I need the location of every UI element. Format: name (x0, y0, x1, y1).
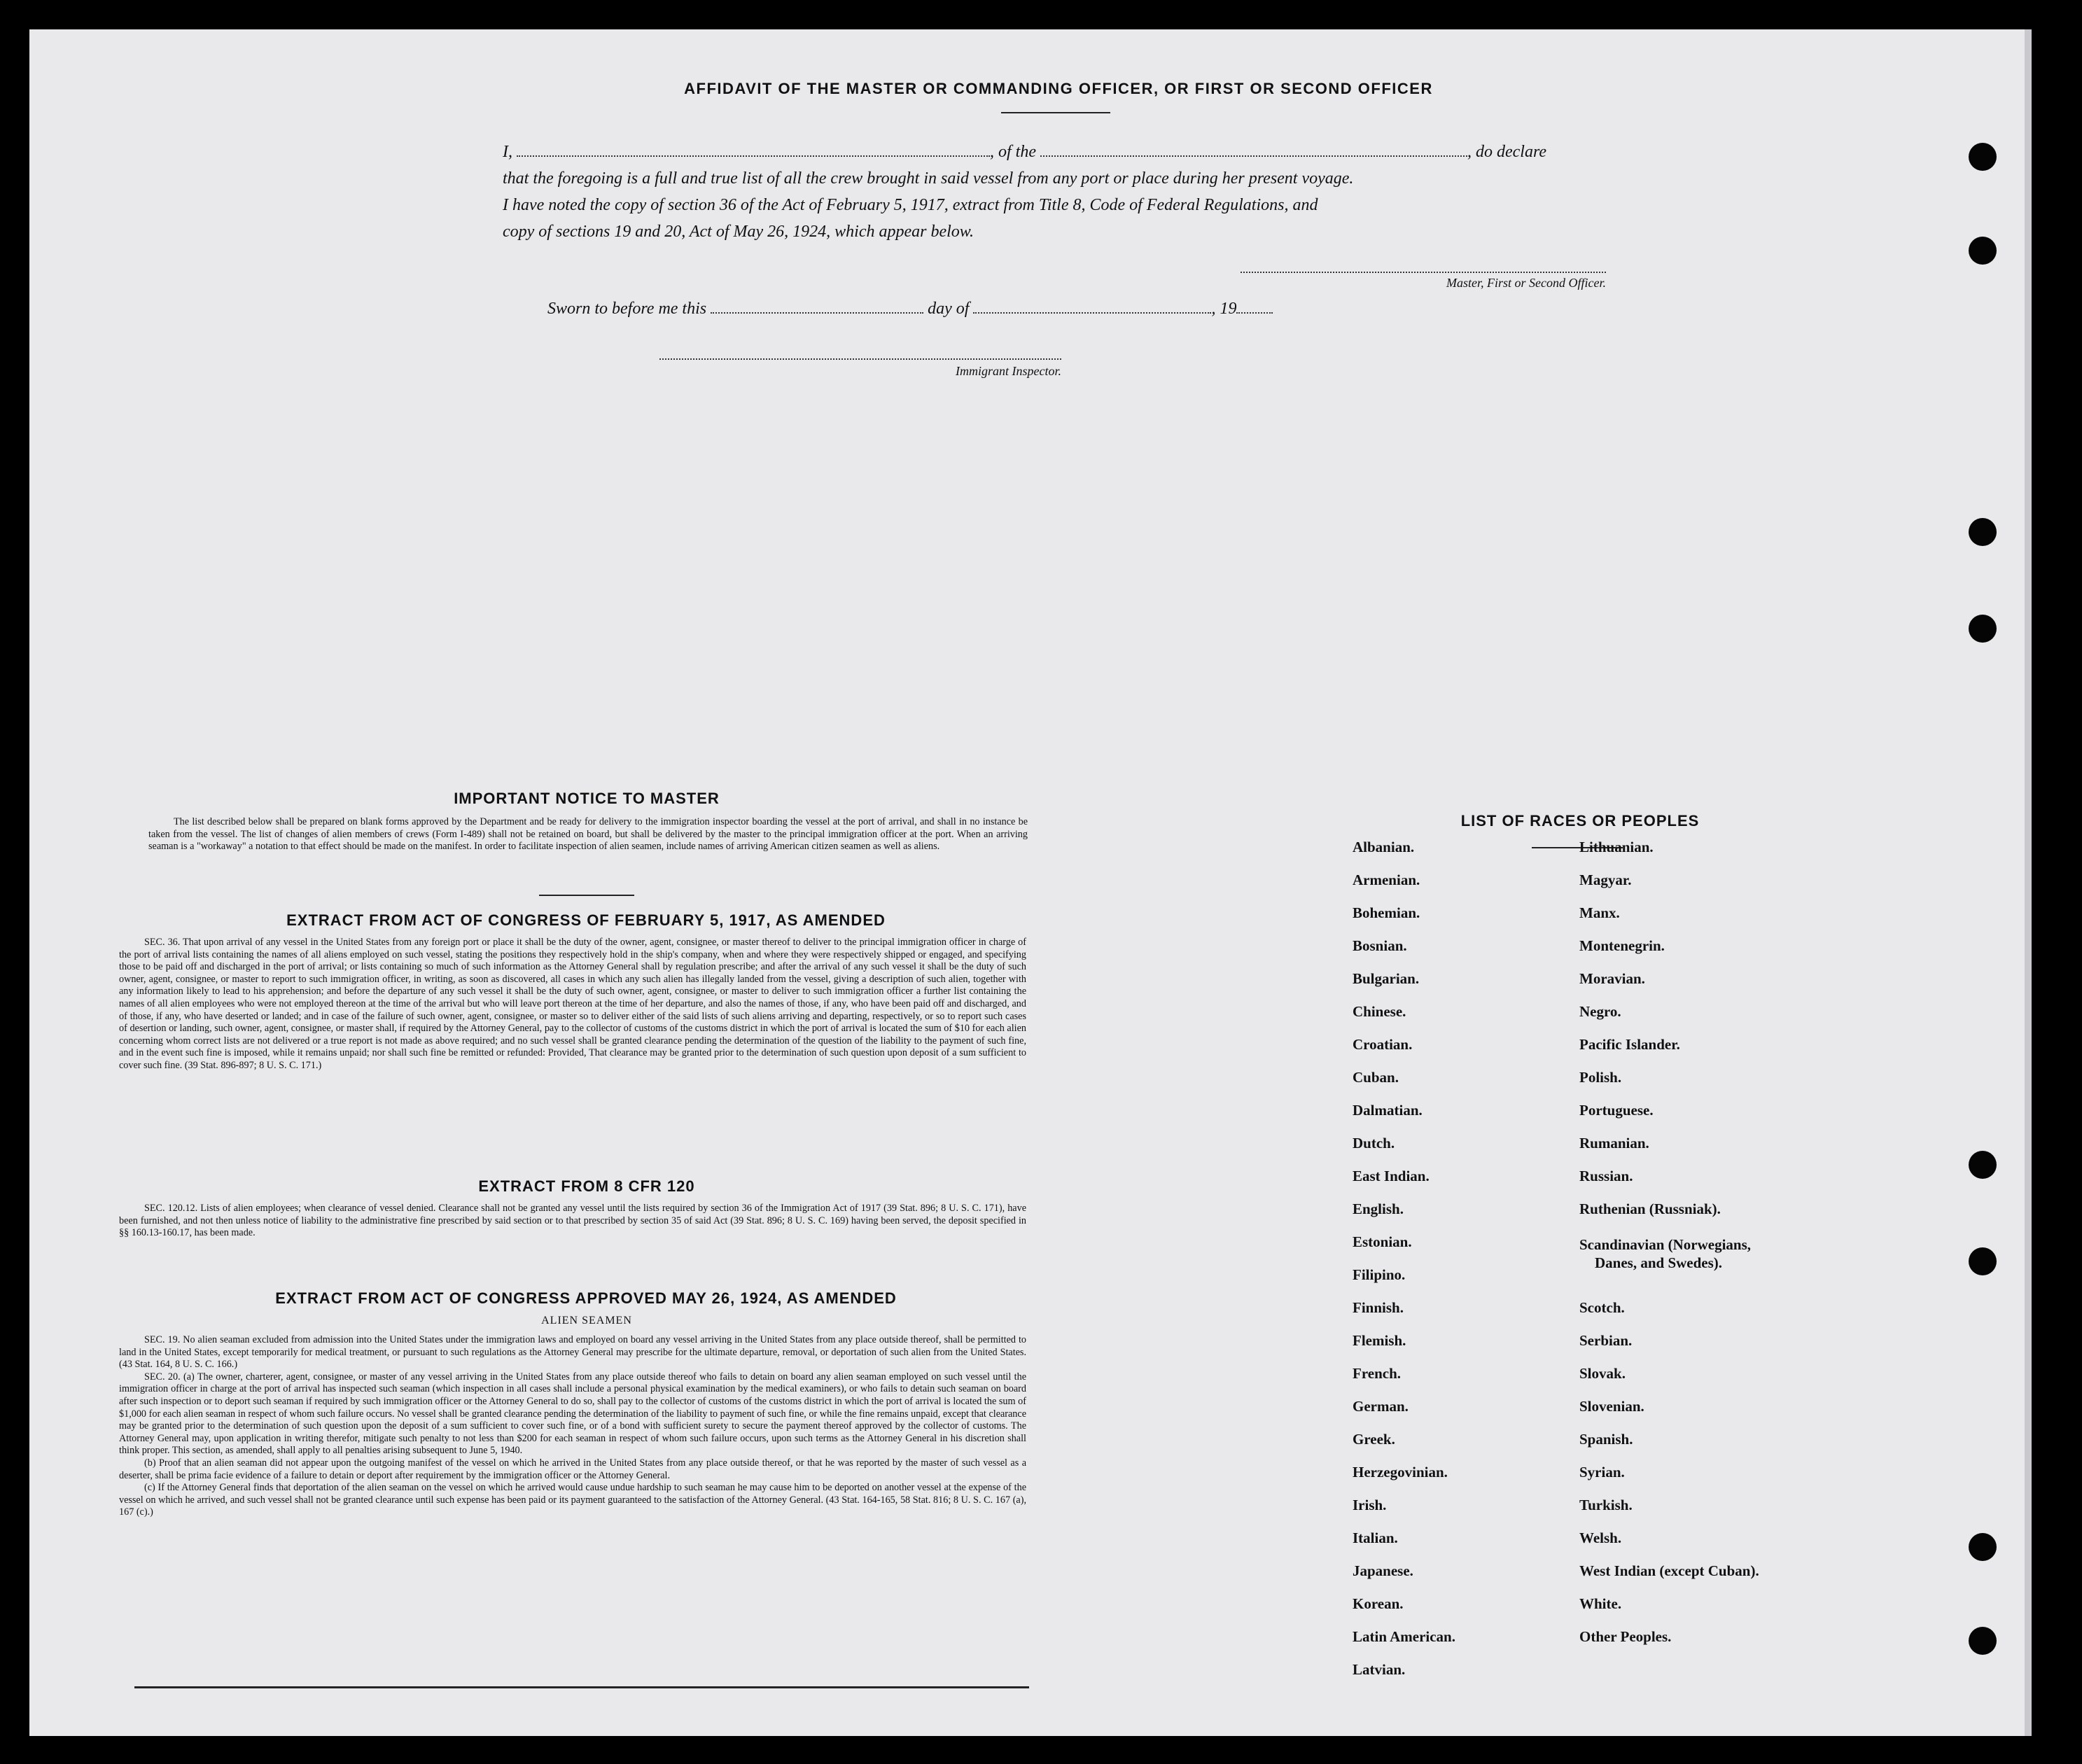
race-item: Finnish. (1353, 1299, 1404, 1316)
race-item: Scandinavian (Norwegians, (1579, 1236, 1752, 1253)
section-19-paragraph: SEC. 19. No alien seaman excluded from admission into the United States under the immigration laws and employed on board any vessel arriving in the United States from any place outside thereof, shall be permitted to land in the United States, except temporarily for medical treatment, or pursuant to such regulations as the Attorney General may prescribe for the ultimate departure, removal, or deportation of such alien from the United States. (43 Stat. 164, 8 U. S. C. 166.) (119, 1334, 1026, 1371)
master-signature-caption: Master, First or Second Officer. (1446, 276, 1606, 290)
race-item: Irish. (1353, 1497, 1387, 1513)
race-item: Korean. (1353, 1595, 1404, 1612)
year-label: , 19 (1211, 300, 1237, 318)
punch-hole-icon (1969, 1627, 1997, 1655)
race-item: Magyar. (1579, 872, 1632, 888)
bottom-rule (134, 1686, 1029, 1688)
race-item: Filipino. (1353, 1266, 1406, 1283)
punch-hole-icon (1969, 143, 1997, 171)
extract-cfr-text (119, 1203, 1026, 1240)
race-item: Flemish. (1353, 1332, 1406, 1349)
declaration-line-4: copy of sections 19 and 20, Act of May 26, 1924, which appear below. (503, 223, 974, 241)
section-120-12-paragraph: SEC. 120.12. Lists of alien employees; when clearance of vessel denied. Clearance shall not be granted any vessel until the lists required by section 36 of the Immigration Act of 1917 (39 Stat. 896; 8 U. S. C. 171), have been furnished, and not then unless notice of liability to the administrative fine prescribed by said section or to that prescribed by section 35 of said Act (39 Stat. 896; 8 U. S. C. 169) having been served, the deposit specified in §§ 160.13-160.17, has been made. (119, 1203, 1026, 1239)
declarant-label: I, (503, 143, 512, 161)
section-20b-paragraph: (b) Proof that an alien seaman did not appear upon the outgoing manifest of the vessel on which he arrived in the United States from any place outside thereof, or that he was reported by the master of such vessel as a deserter, shall be prima facie evidence of a failure to detain or deport after requirement by the immigration officer or the Attorney General. (119, 1457, 1026, 1481)
race-item: Herzegovinian. (1353, 1464, 1448, 1480)
race-item: Dalmatian. (1353, 1102, 1423, 1119)
race-item: White. (1579, 1595, 1622, 1612)
affidavit-title: AFFIDAVIT OF THE MASTER OR COMMANDING OFFICER, OR FIRST OR SECOND OFFICER (684, 80, 1433, 97)
race-item: Syrian. (1579, 1464, 1625, 1480)
race-item: Italian. (1353, 1530, 1398, 1546)
extract-1917-text (119, 937, 1026, 1072)
race-item: Welsh. (1579, 1530, 1622, 1546)
race-item: Turkish. (1579, 1497, 1633, 1513)
race-item: Dutch. (1353, 1135, 1395, 1152)
race-item: Montenegrin. (1579, 937, 1665, 954)
race-item: Pacific Islander. (1579, 1036, 1680, 1053)
sworn-year-field[interactable] (1236, 308, 1273, 314)
race-item: Japanese. (1353, 1562, 1413, 1579)
title-divider (1001, 112, 1110, 113)
race-item: Greek. (1353, 1431, 1395, 1448)
declaration-line-2: that the foregoing is a full and true list of all the crew brought in said vessel from any port or place during her present voyage. (503, 169, 1354, 188)
race-item: Serbian. (1579, 1332, 1633, 1349)
punch-hole-icon (1969, 518, 1997, 546)
race-item: Russian. (1579, 1168, 1633, 1184)
declaration-line-3: I have noted the copy of section 36 of the Act of February 5, 1917, extract from Title 8, Code of Federal Regulations, and (503, 196, 1318, 214)
punch-hole-icon (1969, 1533, 1997, 1561)
extract-1924-title: EXTRACT FROM ACT OF CONGRESS APPROVED MAY 26, 1924, AS AMENDED (275, 1289, 897, 1307)
race-item: Rumanian. (1579, 1135, 1649, 1152)
race-item: Latin American. (1353, 1628, 1455, 1645)
punch-hole-icon (1969, 1247, 1997, 1275)
race-item: English. (1353, 1200, 1404, 1217)
of-the-label: , of the (990, 143, 1036, 161)
declaration-line-1 (503, 139, 1644, 165)
extract-1924-text (119, 1334, 1026, 1519)
section-20c-paragraph: (c) If the Attorney General finds that deportation of the alien seaman on the vessel on which he arrived would cause undue hardship to such seaman he may cause him to be deported on another vessel at the expense of the vessel on which he arrived, and such vessel shall not be granted clearance until such expense has been paid or its payment guaranteed to the satisfaction of the Attorney General. (43 Stat. 164-165, 58 Stat. 816; 8 U. S. C. 167 (a), 167 (c).) (119, 1482, 1026, 1518)
race-item: Scotch. (1579, 1299, 1625, 1316)
race-item: Armenian. (1353, 872, 1420, 888)
sworn-day-field[interactable] (711, 308, 923, 314)
extract-cfr-title: EXTRACT FROM 8 CFR 120 (478, 1177, 695, 1195)
page-edge-shadow (2025, 29, 2032, 1736)
punch-hole-icon (1969, 615, 1997, 643)
affidavit-declaration (503, 139, 1644, 245)
race-item: Latvian. (1353, 1661, 1406, 1678)
race-item: Bohemian. (1353, 904, 1420, 921)
alien-seamen-subtitle: ALIEN SEAMEN (541, 1315, 632, 1326)
race-item: Manx. (1579, 904, 1620, 921)
notice-title: IMPORTANT NOTICE TO MASTER (454, 790, 720, 807)
race-item: Slovenian. (1579, 1398, 1644, 1415)
punch-hole-icon (1969, 1151, 1997, 1179)
notice-text (148, 816, 1028, 853)
race-item: Polish. (1579, 1069, 1622, 1086)
race-item: Bulgarian. (1353, 970, 1420, 987)
races-title: LIST OF RACES OR PEOPLES (1460, 812, 1700, 830)
race-item: Portuguese. (1579, 1102, 1654, 1119)
race-item-continued: Danes, and Swedes). (1595, 1254, 1723, 1271)
race-item: Slovak. (1579, 1365, 1626, 1382)
race-item: French. (1353, 1365, 1402, 1382)
section-20a-paragraph: SEC. 20. (a) The owner, charterer, agent, consignee, or master of any vessel arriving in the United States from any place outside thereof who fails to detain on board any alien seaman employed on such vessel until the immigration officer in charge at the port of arrival has inspected such seaman (which inspection in all cases shall include a personal physical examination by the medical examiners), or who fails to detain such seaman on board after such inspection or to deport such seaman if required by such immigration officer or the Attorney General to do so, shall pay to the collector of customs of the customs district in which the port of arrival is located the sum of $1,000 for each alien seaman in respect of whom such failure occurs. No vessel shall be granted clearance pending the determination of the liability to payment of such fine, or while the fine remains unpaid, except that clearance may be granted prior to the determination of such question upon the deposit of a sum sufficient to cover such fine, or of a bond with sufficient surety to secure the payment thereof approved by the collector of customs. The Attorney General may, upon application in writing therefor, mitigate such penalty to not less than $200 for each seaman in respect of whom such failure occurs, upon such terms as the Attorney General in his discretion shall think proper. This section, as amended, shall apply to all penalties arising subsequent to June 5, 1940. (119, 1371, 1026, 1457)
race-item: Bosnian. (1353, 937, 1407, 954)
race-item: Chinese. (1353, 1003, 1406, 1020)
sworn-month-field[interactable] (973, 308, 1211, 314)
inspector-signature-caption: Immigrant Inspector. (956, 364, 1061, 378)
race-item: German. (1353, 1398, 1409, 1415)
section-36-paragraph: SEC. 36. That upon arrival of any vessel in the United States from any foreign port or place it shall be the duty of the owner, agent, consignee, or master thereof to deliver to the principal immigration officer in charge of the port of arrival lists containing the names of all aliens employed on such vessel, stating the positions they respectively hold in the ship's company, when and where they were respectively shipped or engaged, and specifying those to be paid off and discharged in the port of arrival; or lists containing so much of such information as the Attorney General shall by regulation prescribe; and after the arrival of any such vessel it shall be the duty of such owner, agent, consignee, or master to report to such immigration officer, in writing, as soon as discovered, all cases in which any such alien has illegally landed from the vessel, giving a description of such alien, together with any information likely to lead to his apprehension; and before the departure of any such vessel it shall be the duty of such owner, agent, consignee, or master to deliver to such immigration officer a further list containing the names of all alien employees who were not employed thereon at the time of the arrival but who will leave port thereon at the time of her departure, and also the names of those, if any, who have been paid off and discharged, and of those, if any, who have deserted or landed; and in case of the failure of such owner, agent, consignee, or master so to deliver either of the said lists of such aliens arriving and departing, respectively, or so to report such cases of desertion or landing, such owner, agent, consignee, or master shall, if required by the Attorney General, pay to the collector of customs of the customs district in which the port of arrival is located the sum of $10 for each alien concerning whom correct lists are not delivered or a true report is not made as above required; and no such vessel shall be granted clearance pending the determination of the question of the liability to the payment of such fine, and in the event such fine is imposed, while it remains unpaid; nor shall such fine be remitted or refunded: Provided, That clearance may be granted prior to the determination of such question upon deposit of a sum sufficient to cover such fine. (39 Stat. 896-897; 8 U. S. C. 171.) (119, 937, 1026, 1071)
race-item: West Indian (except Cuban). (1579, 1562, 1759, 1579)
master-signature-line[interactable] (1241, 272, 1606, 273)
race-item: Croatian. (1353, 1036, 1413, 1053)
notice-paragraph: The list described below shall be prepared on blank forms approved by the Department and be ready for delivery to the immigration inspector boarding the vessel at the port of arrival, and shall in no instance be taken from the vessel. The list of changes of alien members of crews (Form I-489) shall not be retained on board, but shall be delivered by the master to the principal immigration officer at the port. When an arriving seaman is a "workaway" a notation to that effect should be made on the manifest. In order to facilitate inspection of alien seamen, include names of arriving American citizen seamen as well as aliens. (148, 816, 1028, 853)
inspector-signature-line[interactable] (659, 358, 1061, 360)
race-item: Negro. (1579, 1003, 1621, 1020)
punch-hole-icon (1969, 237, 1997, 265)
extract-1917-title: EXTRACT FROM ACT OF CONGRESS OF FEBRUARY 5, 1917, AS AMENDED (286, 911, 886, 929)
race-item: East Indian. (1353, 1168, 1430, 1184)
document-sheet (29, 29, 2032, 1736)
sworn-label: Sworn to before me this (547, 300, 707, 318)
vessel-name-field[interactable] (1040, 151, 1467, 157)
race-item: Ruthenian (Russniak). (1579, 1200, 1721, 1217)
declarant-name-field[interactable] (517, 151, 990, 157)
race-item: Lithuanian. (1579, 839, 1654, 855)
race-item: Spanish. (1579, 1431, 1633, 1448)
race-item: Estonian. (1353, 1233, 1412, 1250)
race-item: Albanian. (1353, 839, 1415, 855)
sworn-line (547, 295, 1458, 322)
do-declare-label: , do declare (1467, 143, 1547, 161)
race-item: Other Peoples. (1579, 1628, 1672, 1645)
race-item: Moravian. (1579, 970, 1645, 987)
race-item: Cuban. (1353, 1069, 1399, 1086)
notice-divider (539, 895, 634, 896)
day-of-label: day of (928, 300, 970, 318)
